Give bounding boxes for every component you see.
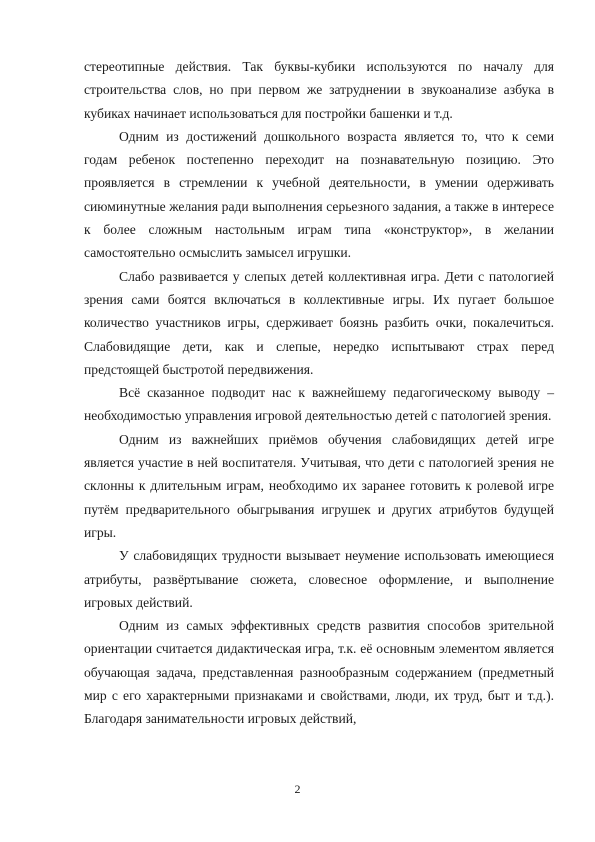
paragraph: Всё сказанное подводит нас к важнейшему педагогическому выводу – необходимостью управления игровой деятельностью детей с патологией зрения. — [84, 385, 554, 424]
paragraph: Слабо развивается у слепых детей коллективная игра. Дети с патологией зрения сами боятся включаться в коллективные игры. Их пугает большое количество участников игры, сдерживает боязнь разбить очки, покалечиться. Слабовидящие дети, как и слепые, нередко испытывают страх перед предстоящей быстротой передвижения. — [84, 268, 554, 377]
page-number: 2 — [294, 782, 301, 796]
paragraph: Одним из достижений дошкольного возраста является то, что к семи годам ребенок постепенно переходит на познавательную позицию. Это проявляется в стремлении к учебной деятельности, в умении одерживать сиюминутные желания ради выполнения серьезного задания, а также в интересе к более сложным настольным играм типа «конструктор», в желании самостоятельно осмыслить замысел игрушки. — [84, 128, 554, 261]
paragraph: У слабовидящих трудности вызывает неумение использовать имеющиеся атрибуты, развёртывание сюжета, словесное оформление, и выполнение игровых действий. — [84, 548, 554, 610]
body-text — [84, 55, 554, 731]
paragraph: Одним из важнейших приёмов обучения слабовидящих детей игре является участие в ней воспитателя. Учитывая, что дети с патологией зрения не склонны к длительным играм, необходимо их заранее готовить к ролевой игре путём предварительного обыгрывания игрушек и других атрибутов будущей игры. — [84, 431, 554, 540]
paragraph: Одним из самых эффективных средств развития способов зрительной ориентации считается дидактическая игра, т.к. её основным элементом является обучающая задача, представленная разнообразным содержанием (предметный мир с его характерными признаками и свойствами, люди, их труд, быт и т.д.). Благодаря занимательности игровых действий, — [84, 618, 554, 727]
paragraph: стереотипные действия. Так буквы-кубики используются по началу для строительства слов, но при первом же затруднении в звукоанализе азбука в кубиках начинает использоваться для постройки башенки и т.д. — [84, 59, 554, 121]
